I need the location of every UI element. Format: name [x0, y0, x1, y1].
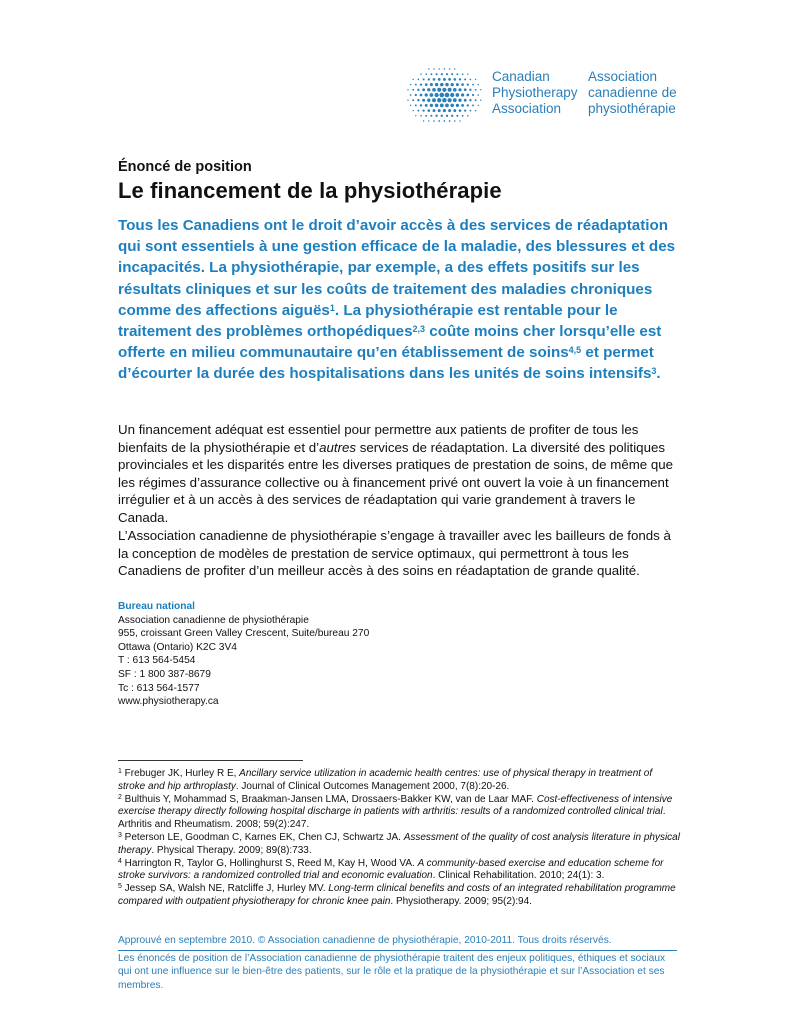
logo-dot — [475, 110, 476, 111]
reference-mark: 3 — [651, 366, 657, 377]
logo-dot — [438, 109, 441, 112]
reference-mark: 2,3 — [412, 324, 426, 335]
logo-dot — [456, 83, 459, 86]
footnote-divider — [118, 760, 303, 761]
logo-dot — [467, 104, 469, 106]
logo-dot — [458, 88, 461, 91]
logo-dot — [438, 120, 440, 122]
logo-dot — [433, 109, 436, 112]
logo-french-name — [588, 69, 677, 117]
logo-dot — [442, 88, 446, 92]
paragraph-text: Un financement adéquat est essentiel pour permettre aux patients de profiter de tous les bienfaits de la physiothérapie et d’ — [118, 422, 639, 455]
logo-dot — [453, 98, 457, 102]
national-office-address — [118, 600, 369, 709]
footnote — [118, 794, 680, 832]
footer-divider — [118, 950, 677, 951]
footnote-source: . Journal of Clinical Outcomes Management 2000, 7(8):20-26. — [235, 780, 510, 792]
logo-dot — [441, 115, 443, 117]
logo-dot — [440, 83, 444, 87]
logo-dot — [462, 73, 464, 75]
logo-dot — [464, 78, 466, 80]
logo-dot — [449, 68, 450, 69]
logo-dot — [467, 115, 469, 117]
logo-dot — [480, 89, 481, 90]
logo-en-line: Canadian — [492, 69, 550, 84]
logo-dot — [464, 88, 467, 91]
logo-dot — [451, 115, 453, 117]
logo-dot — [453, 109, 456, 112]
logo-dot — [410, 105, 411, 106]
logo-dot — [432, 98, 436, 102]
footnote-title: A community-based exercise and education scheme for stroke survivors: a randomized controlled trial and economic evaluation — [118, 857, 664, 882]
logo-dot — [438, 78, 441, 81]
logo-dot — [420, 83, 422, 85]
footnote-authors: Frebuger JK, Hurley R E, — [121, 768, 240, 779]
logo-dot — [454, 78, 457, 81]
footnote-source: . Physiotherapy. 2009; 95(2):94. — [390, 895, 532, 907]
logo-en-line: Physiotherapy — [492, 85, 578, 100]
logo-dot — [413, 79, 414, 80]
logo-dot — [435, 115, 437, 117]
logo-fr-line: physiothérapie — [588, 101, 676, 116]
footnote-source: . Physical Therapy. 2009; 89(8):733. — [151, 844, 312, 856]
reference-mark: 1 — [329, 302, 335, 313]
document-subtitle: Énoncé de position — [118, 159, 252, 175]
logo-dot — [420, 115, 422, 117]
footnote-title: Cost-effectiveness of intensive exercise therapy directly following hospital discharge in patients with arthritis: results of a randomized controlled clinical trial — [118, 793, 673, 818]
reference-mark: 4,5 — [568, 345, 582, 356]
logo-dot — [477, 94, 479, 96]
logo-dot — [445, 104, 449, 108]
logo-dot — [459, 78, 461, 80]
logo-dot — [420, 94, 423, 97]
footnote-number: 5 — [118, 883, 122, 891]
logo-dot — [459, 109, 462, 112]
logo-dot — [417, 89, 419, 91]
address-line: Ottawa (Ontario) K2C 3V4 — [118, 641, 237, 653]
logo-fr-line: canadienne de — [588, 85, 677, 100]
footnote-source: . Arthritis and Rheumatism. 2008; 59(2):247. — [118, 806, 666, 831]
logo-dot — [412, 89, 414, 91]
logo-dot — [422, 99, 425, 102]
logo-dot — [427, 99, 430, 102]
logo-dot — [454, 120, 456, 122]
footnote-authors: Peterson LE, Goodman C, Karnes EK, Chen CJ, Schwartz JA. — [121, 831, 404, 843]
logo-dot — [423, 78, 425, 80]
approval-copyright-line: Approuvé en septembre 2010. © Association canadienne de physiothérapie, 2010-2011. Tous droits réservés. — [118, 935, 612, 946]
logo-dot — [450, 93, 454, 97]
footnote-title: Ancillary service utilization in academic health centres: use of physical therapy in treatment of stroke and hip arthroplasty — [118, 768, 653, 792]
logo-dot — [425, 93, 428, 96]
logo-dot — [428, 78, 430, 80]
logo-dot — [442, 98, 446, 102]
lead-text: coûte moins cher lorsqu’elle est offerte en milieu communautaire qu’en établissement de soins — [118, 323, 662, 362]
logo-dot — [430, 93, 434, 97]
footnote-title: Long-term clinical benefits and costs of an integrated rehabilitation programme compared with outpatient physiotherapy for chronic knee pain — [118, 883, 676, 907]
logo-dot — [464, 99, 467, 102]
logo-dot — [434, 93, 438, 97]
lead-text: et permet d’écourter la durée des hospitalisations dans les unités de soins intensifs — [118, 344, 654, 383]
logo-dot — [450, 104, 454, 108]
logo-dot — [417, 99, 419, 101]
logo-dot — [472, 94, 474, 96]
logo-dot — [415, 115, 416, 116]
logo-fr-line: Association — [588, 69, 658, 84]
logo-dot — [436, 73, 438, 75]
logo-dot — [456, 115, 458, 117]
lead-statement — [118, 215, 678, 385]
logo-dot — [444, 68, 446, 70]
logo-dot — [461, 93, 464, 96]
footnote — [118, 883, 680, 909]
logo-dot — [475, 89, 477, 91]
logo-dot — [410, 84, 411, 85]
logo-dot — [470, 110, 472, 112]
logo-dot — [469, 89, 471, 91]
logo-dot — [415, 94, 417, 96]
logo-dot — [427, 88, 430, 91]
logo-dot — [444, 120, 446, 122]
logo-dot — [472, 84, 474, 86]
logo-dot — [448, 88, 452, 92]
paragraph-italic-text: autres — [319, 439, 357, 455]
logo-dot — [432, 88, 436, 92]
footnote-number: 4 — [118, 857, 122, 865]
logo-dot — [475, 79, 476, 80]
logo-dot — [425, 73, 427, 75]
toll-free-line: SF : 1 800 387-8679 — [118, 668, 211, 680]
logo-dot — [454, 68, 455, 69]
fax-line: Tc : 613 564-1577 — [118, 682, 200, 694]
logo-dot — [418, 79, 420, 81]
footnotes — [118, 768, 680, 909]
logo-dot — [435, 104, 439, 108]
logo-dot — [425, 115, 427, 117]
footnote — [118, 768, 680, 794]
logo-dot — [475, 99, 477, 101]
logo-dot — [423, 120, 424, 121]
logo-dot — [407, 100, 408, 101]
logo-en-line: Association — [492, 101, 562, 116]
paragraph-text: services de réadaptation. La diversité des politiques provinciales et les disparités entre les diverses pratiques de prestation de soins, de même que les régimes d’assurance collective ou à financement privé ont ouvert la voie à un financement irrégulier et à un accès à des services de réadaptation qui varie grandement à travers le Canada. — [118, 439, 674, 525]
logo-dot — [420, 74, 421, 75]
footnote-title: Assessment of the quality of cost analysis literature in physical therapy — [118, 831, 680, 856]
logo-dot — [467, 74, 468, 75]
address-line: 955, croissant Green Valley Crescent, Suite/bureau 270 — [118, 628, 370, 640]
footer-note: Les énoncés de position de l’Association canadienne de physiothérapie traitent des enjeux politiques, éthiques et sociaux qui ont une influence sur le bien-être des patients, sur le rôle et la pratique de la physiothérapie et sur l’Association et ses membres. — [118, 953, 666, 991]
body-paragraph-1 — [118, 421, 678, 527]
logo-dot — [428, 120, 429, 121]
footnote-source: . Clinical Rehabilitation. 2010; 24(1): 3. — [432, 870, 605, 882]
logo-dot — [430, 83, 433, 86]
logo-dot — [459, 120, 460, 121]
footnote — [118, 832, 680, 858]
dot-pattern-logo-icon — [404, 66, 484, 126]
logo-dot — [430, 115, 432, 117]
logo-dot — [422, 88, 425, 91]
logo-dot — [415, 104, 417, 106]
address-heading: Bureau national — [118, 601, 195, 612]
logo-dot — [458, 99, 461, 102]
logo-dot — [425, 83, 428, 86]
logo-dot — [441, 73, 443, 75]
lead-text: Tous les Canadiens ont le droit d’avoir accès à des services de réadaptation qui sont essentiels à une gestion efficace de la maladie, des blessures et des incapacités. La physiothérapie, par exemple, a des effets positifs sur les résultats cliniques et sur les coûts de traitement des maladies chroniques comme des affections aiguës — [118, 217, 676, 319]
logo-dot — [422, 109, 424, 111]
logo-dot — [451, 83, 454, 86]
logo-dot — [456, 73, 458, 75]
logo-dot — [478, 84, 479, 85]
logo-dot — [451, 73, 453, 75]
logo-dot — [477, 105, 478, 106]
footnote-number: 3 — [118, 831, 122, 839]
address-line: Association canadienne de physiothérapie — [118, 614, 309, 626]
logo-dot — [437, 88, 441, 92]
footnote-authors: Jessep SA, Walsh NE, Ratcliffe J, Hurley MV. — [121, 883, 329, 895]
association-logo — [404, 66, 694, 126]
phone-line: T : 613 564-5454 — [118, 655, 196, 667]
logo-dot — [448, 109, 451, 112]
logo-dot — [425, 104, 428, 107]
logo-dot — [443, 109, 446, 112]
logo-dot — [446, 73, 448, 75]
logo-dot — [438, 68, 439, 69]
logo-dot — [472, 104, 474, 106]
logo-dot — [430, 104, 433, 107]
logo-dot — [462, 115, 464, 117]
logo-dot — [467, 83, 469, 85]
logo-dot — [437, 98, 441, 102]
logo-dot — [428, 68, 429, 69]
logo-dot — [407, 89, 408, 90]
footnote-number: 1 — [118, 768, 122, 775]
logo-dot — [445, 93, 450, 98]
logo-dot — [453, 88, 457, 92]
body-paragraph-2: L’Association canadienne de physiothérapie s’engage à travailler avec les bailleurs de fonds à la conception de modèles de prestation de service optimaux, qui permettront à tous les Canadiens de profiter d’un meilleur accès à des soins en réadaptation de grande qualité. — [118, 528, 671, 579]
logo-dot — [456, 93, 460, 97]
logo-dot — [469, 99, 471, 101]
logo-dot — [415, 84, 417, 86]
logo-dot — [440, 104, 444, 108]
logo-dot — [461, 104, 464, 107]
logo-dot — [430, 73, 432, 75]
website-link[interactable]: www.physiotherapy.ca — [118, 696, 219, 708]
footnote — [118, 858, 680, 884]
logo-dot — [466, 94, 469, 97]
logo-dot — [446, 115, 448, 117]
logo-dot — [433, 68, 434, 69]
logo-dot — [439, 93, 444, 98]
footnote-authors: Harrington R, Taylor G, Hollinghurst S, Reed M, Kay H, Wood VA. — [121, 857, 418, 869]
logo-dot — [448, 78, 451, 81]
logo-dot — [410, 94, 412, 96]
logo-dot — [420, 104, 422, 106]
logo-dot — [435, 83, 438, 86]
logo-dot — [443, 78, 446, 81]
logo-dot — [445, 83, 449, 87]
lead-text: . — [656, 365, 661, 383]
logo-dot — [412, 110, 413, 111]
logo-dot — [449, 120, 451, 122]
logo-dot — [417, 110, 419, 112]
logo-dot — [428, 109, 431, 112]
logo-dot — [464, 110, 466, 112]
logo-dot — [447, 98, 451, 102]
logo-dot — [412, 99, 414, 101]
document-title: Le financement de la physiothérapie — [118, 178, 502, 203]
lead-text: . La physiothérapie est rentable pour le traitement des problèmes orthopédiques — [118, 301, 618, 341]
footnote-authors: Bulthuis Y, Mohammad S, Braakman-Jansen LMA, Drossaers-Bakker KW, van de Laar MAF. — [121, 793, 537, 805]
footnote-number: 2 — [118, 793, 122, 801]
logo-dot — [461, 83, 464, 86]
logo-dot — [433, 78, 436, 81]
logo-dot — [456, 104, 459, 107]
logo-dot — [470, 79, 472, 81]
logo-english-name — [492, 69, 578, 117]
logo-dot — [433, 120, 435, 122]
logo-dot — [480, 100, 481, 101]
